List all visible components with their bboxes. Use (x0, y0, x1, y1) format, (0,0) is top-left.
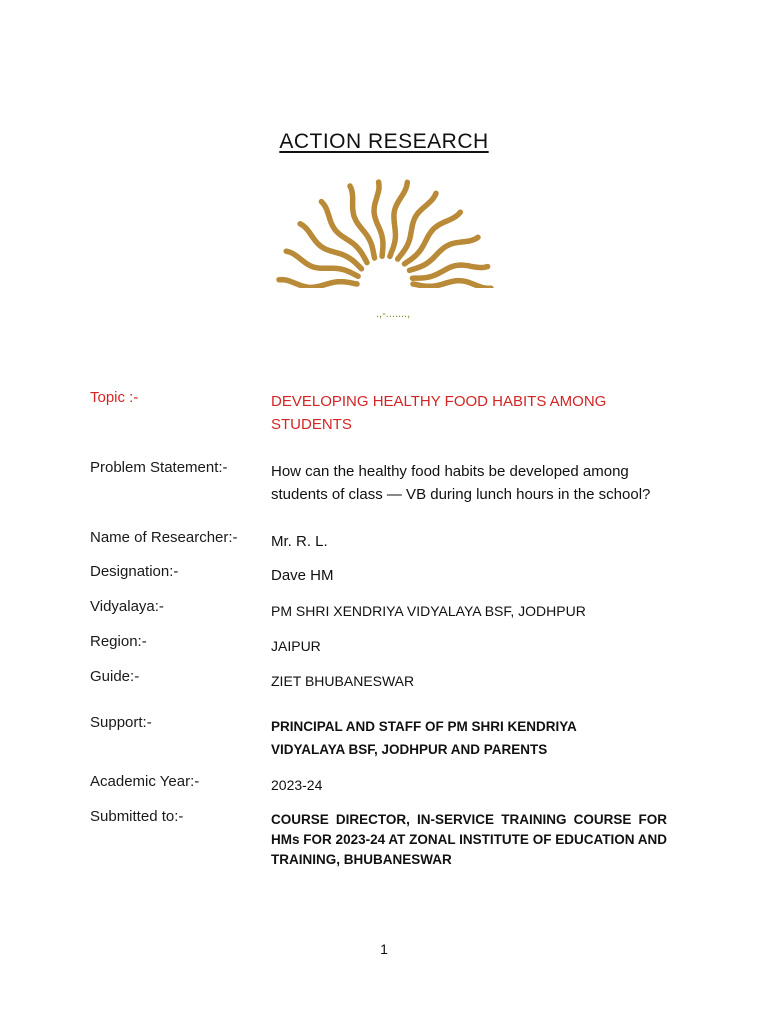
guide-value: ZIET BHUBANESWAR (271, 673, 415, 689)
page-number: 1 (380, 941, 388, 957)
region-value: JAIPUR (271, 638, 321, 654)
topic-label: Topic :- (90, 389, 139, 406)
support-label: Support:- (90, 714, 152, 731)
academic-year-value: 2023-24 (271, 777, 323, 793)
guide-label: Guide:- (90, 668, 140, 685)
sun-emblem-icon (270, 176, 500, 288)
designation-value: Dave HM (271, 567, 334, 584)
vidyalaya-label: Vidyalaya:- (90, 598, 164, 615)
vidyalaya-value: PM SHRI XENDRIYA VIDYALAYA BSF, JODHPUR (271, 603, 586, 619)
sun-ray-icon (413, 281, 491, 288)
support-value: PRINCIPAL AND STAFF OF PM SHRI KENDRIYA VIDYALAYA BSF, JODHPUR AND PARENTS (271, 719, 577, 757)
problem-statement-label: Problem Statement:- (90, 459, 228, 476)
emblem-caption: .,-......., (376, 308, 411, 320)
document-title: ACTION RESEARCH (279, 130, 489, 153)
academic-year-label: Academic Year:- (90, 773, 200, 790)
sun-ray-icon (374, 182, 383, 256)
sun-ray-icon (398, 193, 436, 259)
region-label: Region:- (90, 633, 147, 650)
submitted-to-label: Submitted to:- (90, 808, 184, 825)
researcher-name-value: Mr. R. L. (271, 533, 328, 550)
problem-statement-value: How can the healthy food habits be developed among students of class — VB during lunch hours in the school? (271, 463, 651, 503)
designation-label: Designation:- (90, 563, 179, 580)
researcher-name-label: Name of Researcher:- (90, 529, 238, 546)
sun-ray-icon (279, 280, 357, 288)
topic-value: DEVELOPING HEALTHY FOOD HABITS AMONG STUDENTS (271, 393, 607, 433)
submitted-to-value: COURSE DIRECTOR, IN-SERVICE TRAINING COURSE FOR HMs FOR 2023-24 AT ZONAL INSTITUTE OF EDUCATION AND TRAINING, BHUBANESWAR (271, 812, 667, 867)
